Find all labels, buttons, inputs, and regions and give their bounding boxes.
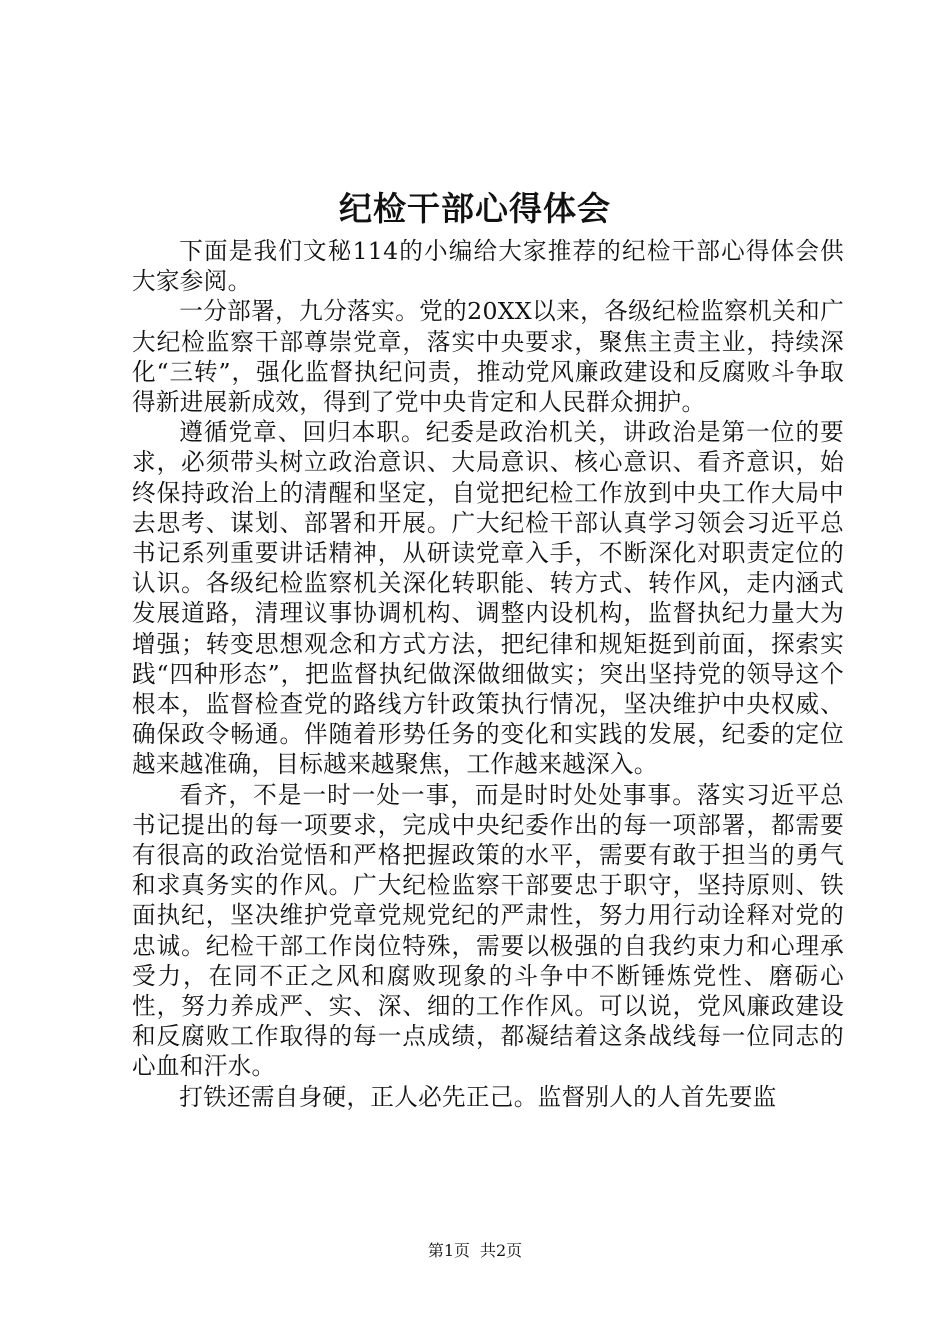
paragraph: 遵循党章、回归本职。纪委是政治机关，讲政治是第一位的要求，必须带头树立政治意识、大局意识、核心意识、看齐意识，始终保持政治上的清醒和坚定，自觉把纪检工作放到中央工作大局中去思考、谋划、部署和开展。广大纪检干部认真学习领会习近平总书记系列重要讲话精神，从研读党章入手，不断深化对职责定位的认识。各级纪检监察机关深化转职能、转方式、转作风，走内涵式发展道路，清理议事协调机构、调整内设机构，监督执纪力量大为增强；转变思想观念和方式方法，把纪律和规矩挺到前面，探索实践“四种形态”，把监督执纪做深做细做实；突出坚持党的领导这个根本，监督检查党的路线方针政策执行情况，坚决维护中央权威、确保政令畅通。伴随着形势任务的变化和实践的发展，纪委的定位越来越准确，目标越来越聚焦，工作越来越深入。 <box>132 418 844 779</box>
page-footer <box>0 1240 950 1262</box>
document-title: 纪检干部心得体会 <box>339 189 611 228</box>
paragraph: 打铁还需自身硬，正人必先正己。监督别人的人首先要监 <box>179 1082 777 1111</box>
paragraph: 看齐，不是一时一处一事，而是时时处处事事。落实习近平总书记提出的每一项要求，完成中央纪委作出的每一项部署，都需要有很高的政治觉悟和严格把握政策的水平，需要有敢于担当的勇气和求真务实的作风。广大纪检监察干部要忠于职守，坚持原则、铁面执纪，坚决维护党章党规党纪的严肃性，努力用行动诠释对党的忠诚。纪检干部工作岗位特殊，需要以极强的自我约束力和心理承受力，在同不正之风和腐败现象的斗争中不断锤炼党性、磨砺心性，努力养成严、实、深、细的工作作风。可以说，党风廉政建设和反腐败工作取得的每一点成绩，都凝结着这条战线每一位同志的心血和汗水。 <box>132 780 844 1081</box>
paragraph: 一分部署，九分落实。党的20XX以来，各级纪检监察机关和广大纪检监察干部尊崇党章，落实中央要求，聚焦主责主业，持续深化“三转”，强化监督执纪问责，推动党风廉政建设和反腐败斗争取得新进展新成效，得到了党中央肯定和人民群众拥护。 <box>132 297 844 417</box>
page-total: 共2页 <box>480 1241 523 1260</box>
document-body <box>132 236 844 1112</box>
page-number: 第1页 <box>427 1241 470 1260</box>
paragraph: 下面是我们文秘114的小编给大家推荐的纪检干部心得体会供大家参阅。 <box>132 237 844 296</box>
